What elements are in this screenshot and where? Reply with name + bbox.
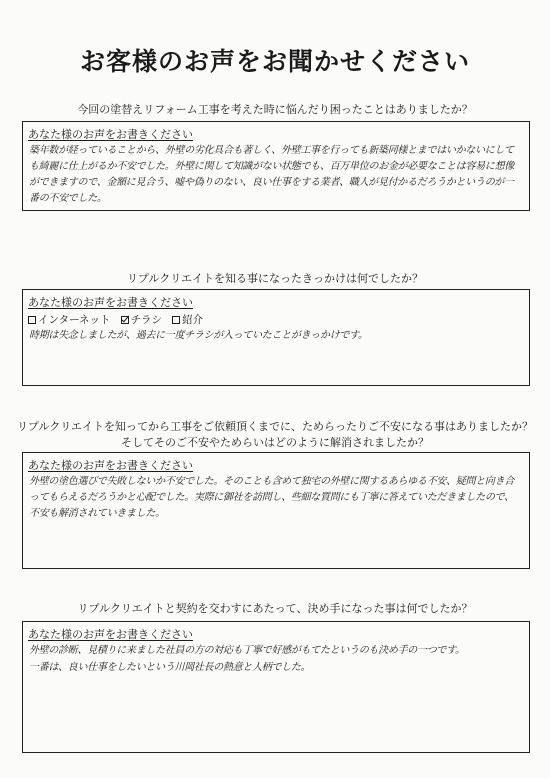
answer-text-3: 外壁の塗色選びで失敗しないか不安でした。そのことも含めて独宅の外壁に関するあらゆる不安、疑問と向き合ってもらえるだろうかと心配でした。実際に御社を訪問し、些細な質問にも丁寧に答えていただきましたので、不安も解消されていきました。 <box>29 476 514 519</box>
answer-text-2: 時期は失念しましたが、過去に一度チラシが入っていたことがきっかけです。 <box>29 330 368 341</box>
check-label-flyer: チラシ <box>130 314 163 326</box>
checkbox-referral[interactable] <box>172 316 180 324</box>
check-item-flyer[interactable] <box>121 312 163 327</box>
answer-text-4-line-1: 外壁の診断、見積りに来ました社員の方の対応も丁寧で好感がもてたというのも決め手の一つです。 <box>29 645 465 656</box>
checkbox-internet[interactable] <box>28 316 36 324</box>
box-label-2: あなた様のお声をお書きください <box>28 296 193 309</box>
answer-box-1 <box>22 121 530 211</box>
box-label-4: あなた様のお声をお書きください <box>28 628 193 641</box>
check-label-internet: インターネット <box>38 314 111 326</box>
page-title: お客様のお声をお聞かせください <box>79 47 470 76</box>
question-2: リプルクリエイトを知る事になったきっかけは何でしたか？ <box>126 272 424 285</box>
box-label-3: あなた様のお声をお書きください <box>28 459 193 472</box>
question-3-line-2: そしてそのご不安やためらいはどのように解消されましたか？ <box>121 436 429 449</box>
source-checklist <box>23 310 529 327</box>
box-label-1: あなた様のお声をお書きください <box>28 128 193 141</box>
check-item-referral[interactable] <box>172 312 203 327</box>
question-1: 今回の塗替えリフォーム工事を考えた時に悩んだり困ったことはありましたか？ <box>77 103 473 116</box>
answer-box-3 <box>22 452 530 569</box>
answer-box-4 <box>22 621 530 753</box>
answer-text-4-line-2: 一番は、良い仕事をしたいという川岡社長の熱意と人柄でした。 <box>29 662 311 673</box>
question-3-line-1: リプルクリエイトを知ってから工事をご依頼頂くまでに、ためらったりご不安になる事はありましたか？ <box>16 420 534 433</box>
answer-text-1: 築年数が経っていることから、外壁の劣化具合も著しく、外壁工事を行っても新築同様とまではいかないにしても綺麗に仕上がるか不安でした。外壁に関して知識がない状態でも、百万単位のお金が必要なことは容易に想像ができますので、金額に見合う、嘘や偽りのない、良い仕事をする業者、職人が見付かるだろうかというのが一番の不安でした。 <box>29 145 514 204</box>
check-item-internet[interactable] <box>28 312 111 327</box>
question-4: リプルクリエイトと契約を交わすにあたって、決め手になった事は何でしたか？ <box>77 602 473 615</box>
checkbox-flyer[interactable] <box>121 316 129 324</box>
check-label-referral: 紹介 <box>182 314 204 326</box>
answer-box-2 <box>22 289 530 386</box>
